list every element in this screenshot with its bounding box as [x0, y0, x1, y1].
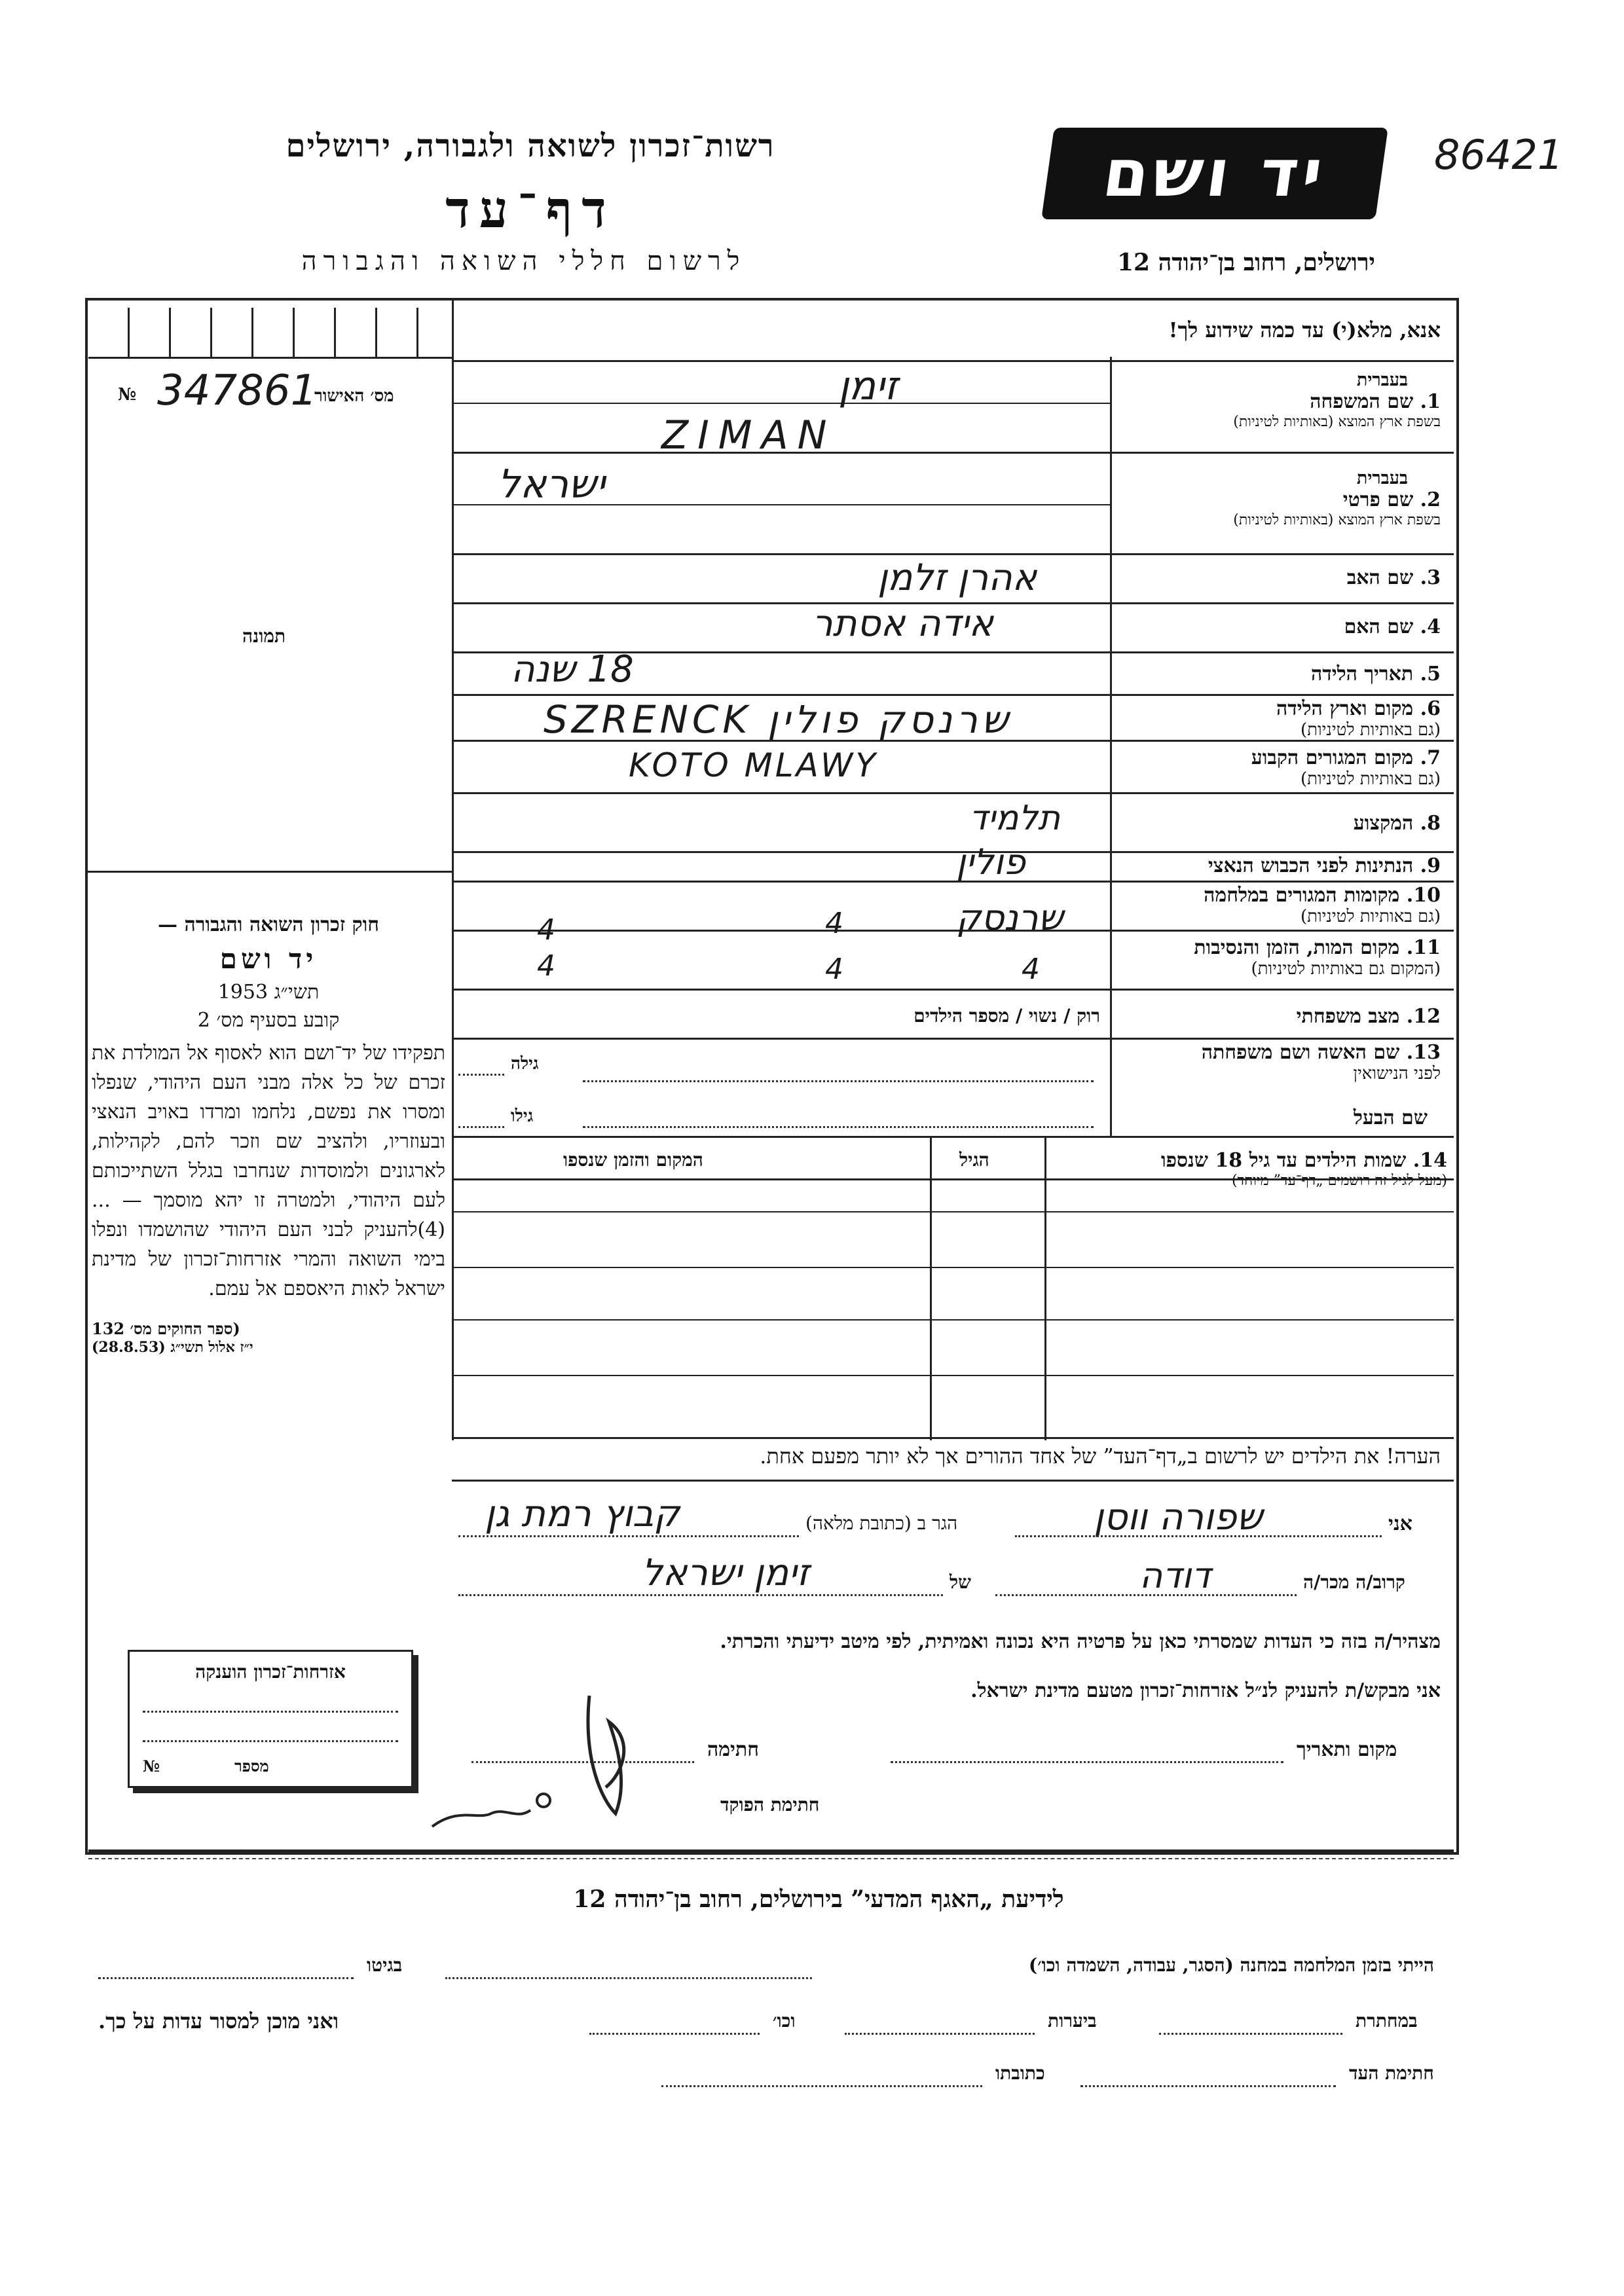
field-residence — [1113, 746, 1441, 789]
husband-name-line — [583, 1126, 1094, 1128]
registration-no: № — [118, 385, 137, 405]
row-divider — [452, 694, 1454, 696]
left-column-divider — [452, 298, 454, 1440]
children-row-divider — [452, 1375, 1454, 1376]
field-label-text: שם האשה ושם משפחתה — [1201, 1041, 1400, 1064]
notice-witness-signature-label: חתימת העד — [1349, 2062, 1434, 2084]
instruction-divider — [452, 360, 1454, 362]
notice-title: לידיעת „האגף המדעי” בירושלים, רחוב בן־יהודה 12 — [573, 1886, 1064, 1913]
field-label-text: מקום המגורים הקבוע — [1251, 746, 1414, 769]
surname-latin-value: ZIMAN — [661, 412, 836, 458]
ditto-mark: 4 — [825, 953, 843, 986]
form-subtitle: לרשום חללי השואה והגבורה — [301, 246, 747, 276]
photo-label: תמונה — [242, 625, 286, 647]
note-divider — [452, 1480, 1454, 1482]
row-divider — [452, 881, 1454, 883]
notice-etc-label: וכו׳ — [773, 2010, 796, 2032]
field-label-text: מקומות המגורים במלחמה — [1204, 884, 1400, 907]
notice-underground-label: במחתרת — [1356, 2010, 1418, 2032]
citizenship-line — [143, 1711, 398, 1713]
hebrew-label: בעברית — [1356, 468, 1408, 488]
place-date-label: מקום ותאריך — [1297, 1738, 1397, 1761]
field-number: 1. — [1420, 390, 1441, 413]
field-father — [1113, 566, 1441, 589]
witness-name: שפורה ווסן — [1094, 1496, 1263, 1539]
law-yad-vashem: יד ושם — [219, 943, 318, 975]
field-number: 6. — [1420, 697, 1441, 720]
field-sublabel: בשפת ארץ המוצא (באותיות לטיניות) — [1233, 512, 1441, 528]
signature-scribble — [544, 1683, 701, 1833]
row-subdivider — [452, 403, 1110, 404]
children-label — [1048, 1149, 1447, 1172]
citizenship-value: פולין — [956, 841, 1025, 883]
ditto-mark: 4 — [537, 913, 555, 947]
citizenship-box-title: אזרחות־זכרון הוענקה — [195, 1661, 346, 1683]
relation-label: קרוב/ה מכר/ה — [1303, 1571, 1405, 1593]
address-line — [458, 1535, 799, 1537]
field-sublabel: (המקום גם באותיות לטיניות) — [1251, 959, 1441, 979]
field-birth-place — [1113, 697, 1441, 740]
field-label-text: המקצוע — [1353, 812, 1414, 835]
notice-underline — [88, 1858, 1454, 1859]
notice-etc-line — [589, 2033, 760, 2035]
name-line — [1015, 1535, 1382, 1537]
field-number: 10. — [1406, 884, 1441, 907]
field-number: 12. — [1406, 1005, 1441, 1028]
field-mother — [1113, 615, 1441, 638]
children-place-header: המקום והזמן שנספו — [563, 1149, 703, 1171]
field-number: 5. — [1420, 663, 1441, 685]
photo-box-bottom — [85, 871, 452, 873]
children-sublabel: (מעל לגיל זה רושמים „דף־עד” מיוחד) — [1232, 1173, 1447, 1189]
notice-divider — [88, 1850, 1454, 1852]
officer-signature-label: חתימת הפוקד — [720, 1794, 820, 1815]
field-sublabel: (גם באותיות לטיניות) — [1300, 907, 1441, 926]
field-family-status — [1113, 1005, 1441, 1028]
field-number: 2. — [1420, 488, 1441, 511]
notice-address-line — [661, 2085, 982, 2087]
field-label-text: שמות הילדים עד גיל 18 שנספו — [1160, 1149, 1407, 1172]
field-sublabel: לפני הנישואין — [1353, 1064, 1441, 1084]
relation-value: דודה — [1139, 1555, 1211, 1596]
citizenship-box — [128, 1650, 413, 1788]
logo-text: יד ושם — [1098, 135, 1331, 211]
law-title: חוק זכרון השואה והגבורה — — [158, 913, 379, 936]
surname-hebrew-value: זימן — [838, 363, 898, 409]
field-label — [1113, 390, 1441, 413]
field-sublabel: בשפת ארץ המוצא (באותיות לטיניות) — [1233, 414, 1441, 430]
children-bottom — [452, 1437, 1454, 1439]
citizenship-number-label: מספר — [234, 1757, 269, 1776]
address: ירושלים, רחוב בן־יהודה 12 — [1116, 249, 1375, 276]
field-war-residence — [1113, 884, 1441, 926]
field-label — [1113, 488, 1441, 511]
notice-forests-label: ביערות — [1048, 2010, 1097, 2032]
children-age-header: הגיל — [959, 1149, 989, 1171]
field-label — [1113, 697, 1441, 720]
form-title: דף־עד — [445, 180, 616, 240]
field-label-text: מקום המות, הזמן והנסיבות — [1194, 936, 1400, 959]
notice-address-label: כתובתו — [995, 2062, 1045, 2084]
law-sidebar — [92, 913, 445, 1356]
law-source: (ספר החוקים מס׳ 132 — [92, 1319, 240, 1338]
field-label-text: שם הבעל — [1353, 1106, 1428, 1129]
war-residence-value: שרנסק — [956, 897, 1063, 938]
citizenship-line — [143, 1740, 398, 1742]
field-profession — [1113, 812, 1441, 835]
children-header-divider — [452, 1211, 1454, 1212]
first-name-value: ישראל — [498, 462, 606, 507]
notice-witness-signature-line — [1080, 2085, 1336, 2087]
declaration-request: אני מבקש/ת להעניק לנ״ל אזרחות־זכרון מטעם מדינת ישראל. — [970, 1679, 1441, 1702]
profession-value: תלמיד — [969, 799, 1061, 838]
ditto-mark: 4 — [1022, 953, 1040, 986]
signature-label: חתימה — [707, 1738, 759, 1761]
field-sublabel: (גם באותיות לטיניות) — [1300, 720, 1441, 740]
ditto-mark: 4 — [825, 907, 843, 940]
declaration-ani: אני — [1388, 1512, 1412, 1535]
field-label-text: שם פרטי — [1342, 488, 1414, 511]
birth-place-value: SZRENCK שרנסק פולין — [544, 697, 1012, 742]
ditto-mark: 4 — [537, 949, 555, 983]
field-label — [1113, 884, 1441, 907]
wife-age-label: גילה — [511, 1054, 539, 1074]
field-label-text: תאריך הלידה — [1311, 663, 1414, 685]
field-label-text: מצב משפחתי — [1296, 1005, 1400, 1028]
row-divider — [452, 1038, 1454, 1040]
yad-vashem-logo — [1041, 128, 1388, 219]
family-status-options: רוק / נשוי / מספר הילדים — [913, 1005, 1100, 1027]
husband-age-label: גילו — [511, 1106, 534, 1126]
citizenship-no: № — [143, 1757, 160, 1776]
of-label: של — [950, 1571, 971, 1593]
field-label — [1113, 746, 1441, 769]
children-col-divider — [1044, 1136, 1046, 1440]
archive-number: 86421 — [1434, 131, 1564, 179]
notice-underground-line — [1159, 2033, 1342, 2035]
officer-scribble — [419, 1781, 563, 1840]
row-divider — [452, 930, 1454, 932]
law-text: תפקידו של יד־ושם הוא לאסוף אל המולדת את זכרם של כל אלה מבני העם היהודי, שנפלו ומסרו את נפשם, נלחמו ומרדו באויב הנאצי ובעוזריו, ולהציב שם וזכר להם, לקהילות, לארגונים ולמוסדות שנחרבו בגלל השתייכותם לעם היהודי, ולמטרה זו יהא מוסמך — ...(4)להעניק לבני העם היהודי שהושמדו ונפלו בימי השואה והמרי אזרחות־זכרון של מדינת ישראל לאות היאספם אל עמם. — [92, 1042, 445, 1300]
notice-ghetto-line — [98, 1977, 354, 1979]
field-number: 14. — [1412, 1149, 1447, 1172]
children-row-divider — [452, 1267, 1454, 1268]
law-section: קובע בסעיף מס׳ 2 — [197, 1009, 340, 1032]
wife-name-line — [583, 1080, 1094, 1082]
registration-label: מס׳ האישור — [314, 386, 394, 406]
witness-address: קבוץ רמת גן — [485, 1493, 680, 1535]
field-citizenship — [1113, 854, 1441, 877]
field-label — [1113, 936, 1441, 959]
registration-number: 347861 — [157, 367, 318, 415]
field-label-text: מקום וארץ הלידה — [1276, 697, 1414, 720]
registration-ticks — [88, 308, 452, 359]
children-header — [1048, 1149, 1447, 1189]
notice-ghetto-label: בגיטו — [367, 1954, 403, 1976]
relation-line — [995, 1594, 1297, 1596]
hebrew-label: בעברית — [1356, 370, 1408, 390]
field-surname — [1113, 370, 1441, 430]
label-column-divider — [1110, 357, 1112, 1136]
field-label-text: שם האם — [1344, 615, 1414, 638]
field-number: 4. — [1420, 615, 1441, 638]
row-divider — [452, 851, 1454, 853]
note: הערה! את הילדים יש לרשום ב„דף־העד” של אחד ההורים אך לא יותר מפעם אחת. — [760, 1444, 1441, 1468]
children-col-divider — [930, 1136, 932, 1440]
notice-forests-line — [845, 2033, 1035, 2035]
field-first-name — [1113, 468, 1441, 528]
declaration-statement: מצהיר/ה בזה כי העדות שמסרתי כאן על פרטיה היא נכונה ואמיתית, לפי מיטב ידיעתי והכרתי. — [720, 1630, 1441, 1653]
field-label-text: שם האב — [1346, 566, 1414, 589]
field-husband — [1113, 1106, 1441, 1129]
notice-ready-label: ואני מוכן למסור עדות על כך. — [98, 2009, 339, 2033]
field-number: 11. — [1406, 936, 1441, 959]
of-name-value: זימן ישראל — [642, 1552, 810, 1594]
row-divider — [452, 989, 1454, 991]
law-year: תשי״ג 1953 — [217, 981, 320, 1004]
field-birth-date — [1113, 663, 1441, 685]
place-date-line — [891, 1761, 1283, 1763]
wife-age-line — [458, 1074, 504, 1076]
row-divider — [452, 1136, 1454, 1138]
field-number: 8. — [1420, 812, 1441, 835]
row-divider — [452, 452, 1454, 454]
field-number: 7. — [1420, 746, 1441, 769]
row-divider — [452, 792, 1454, 794]
husband-age-line — [458, 1126, 504, 1128]
children-row-divider — [452, 1319, 1454, 1321]
field-sublabel: (גם באותיות לטיניות) — [1300, 769, 1441, 789]
birth-date-value: 18 שנה — [511, 648, 634, 691]
resides-label: הגר ב (כתובת מלאה) — [805, 1512, 958, 1534]
field-number: 13. — [1406, 1041, 1441, 1064]
father-value: אהרן זלמן — [877, 556, 1037, 599]
mother-value: אידה אסתר — [812, 602, 994, 645]
field-death — [1113, 936, 1441, 979]
of-line — [458, 1594, 943, 1596]
field-label-text: הנתינות לפני הכבוש הנאצי — [1208, 854, 1414, 877]
field-label-text: שם המשפחה — [1310, 390, 1414, 413]
residence-value: KOTO MLAWY — [629, 746, 878, 784]
authority-line: רשות־זכרון לשואה ולגבורה, ירושלים — [286, 128, 775, 164]
instruction: אנא, מלא(י) עד כמה שידוע לך! — [1168, 318, 1441, 342]
field-number: 9. — [1420, 854, 1441, 877]
field-number: 3. — [1420, 566, 1441, 589]
field-label — [1113, 1041, 1441, 1064]
law-source-date: י״ז אלול תשי״ג (28.8.53) — [92, 1339, 253, 1356]
row-divider — [452, 553, 1454, 555]
notice-camp-label: הייתי בזמן המלחמה במחנה (הסגר, עבודה, השמדה וכו׳) — [1028, 1954, 1434, 1976]
field-wife — [1113, 1041, 1441, 1084]
notice-camp-line — [445, 1977, 812, 1979]
